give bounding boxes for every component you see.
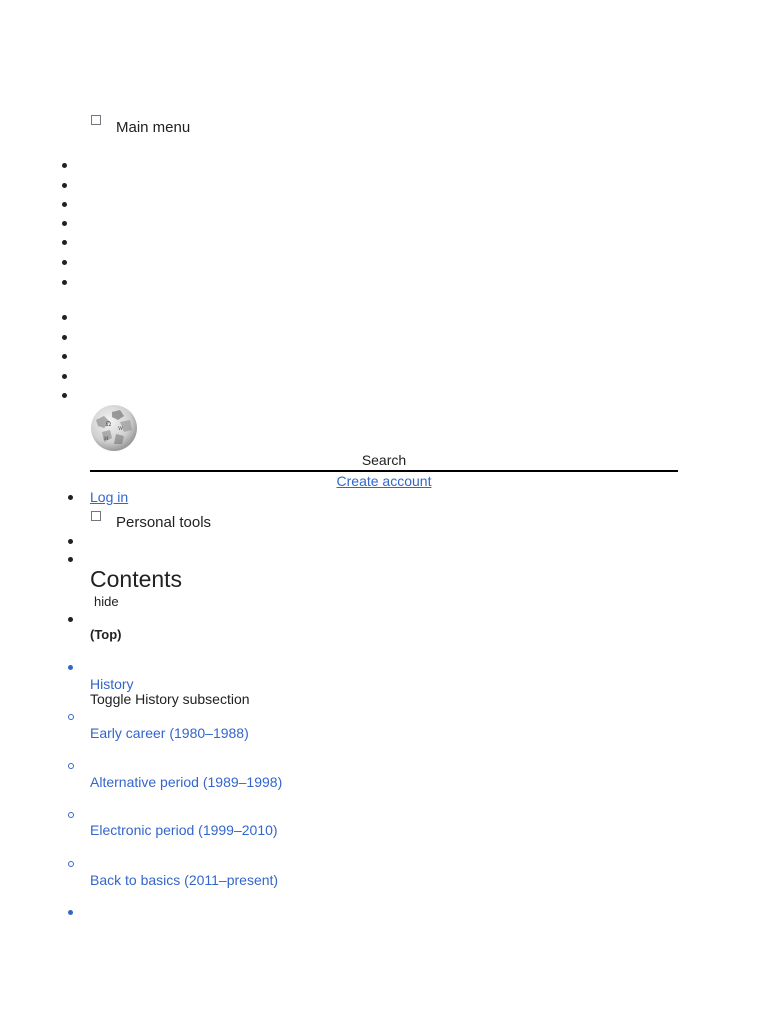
- svg-text:W: W: [118, 426, 124, 432]
- toc-sub-bullet: [68, 861, 74, 867]
- menu-bullet: [62, 202, 67, 207]
- menu-bullet: [62, 183, 67, 188]
- menu-bullet: [62, 315, 67, 320]
- menu-bullet: [62, 393, 67, 398]
- menu-bullet: [62, 354, 67, 359]
- toc-top-link[interactable]: (Top): [90, 627, 122, 642]
- menu-bullet: [62, 280, 67, 285]
- menu-bullet: [62, 240, 67, 245]
- personal-tools-bullet: [68, 557, 73, 562]
- toc-bullet: [68, 617, 73, 622]
- toc-hide-button[interactable]: hide: [94, 594, 119, 609]
- login-link[interactable]: Log in: [90, 489, 129, 505]
- menu-bullet: [62, 163, 67, 168]
- toc-subsection-link[interactable]: Early career (1980–1988): [90, 725, 249, 741]
- main-menu-label[interactable]: Main menu: [116, 119, 191, 136]
- svg-text:Ω: Ω: [106, 421, 111, 428]
- main-menu-checkbox[interactable]: [91, 115, 101, 125]
- toc-history-link[interactable]: History: [90, 676, 134, 692]
- toc-subsection-link[interactable]: Back to basics (2011–present): [90, 872, 279, 888]
- toc-subsection-link[interactable]: Alternative period (1989–1998): [90, 774, 283, 790]
- toc-bullet: [68, 910, 73, 915]
- create-account-link[interactable]: Create account: [336, 473, 432, 489]
- search-input-underline[interactable]: [90, 470, 678, 472]
- toc-sub-bullet: [68, 763, 74, 769]
- toc-subsection-link[interactable]: Electronic period (1999–2010): [90, 822, 278, 838]
- login-bullet: [68, 495, 73, 500]
- search-label[interactable]: Search: [361, 452, 407, 468]
- svg-text:И: И: [104, 436, 109, 442]
- menu-bullet: [62, 374, 67, 379]
- toc-bullet: [68, 665, 73, 670]
- menu-bullet: [62, 221, 67, 226]
- wikipedia-logo-icon[interactable]: [90, 404, 138, 452]
- toc-title: Contents: [90, 566, 183, 592]
- toc-sub-bullet: [68, 812, 74, 818]
- personal-tools-label[interactable]: Personal tools: [116, 514, 212, 531]
- toc-sub-bullet: [68, 714, 74, 720]
- menu-bullet: [62, 260, 67, 265]
- menu-bullet: [62, 335, 67, 340]
- personal-tools-checkbox[interactable]: [91, 511, 101, 521]
- toggle-history-subsection-button[interactable]: Toggle History subsection: [90, 691, 250, 707]
- personal-tools-bullet: [68, 539, 73, 544]
